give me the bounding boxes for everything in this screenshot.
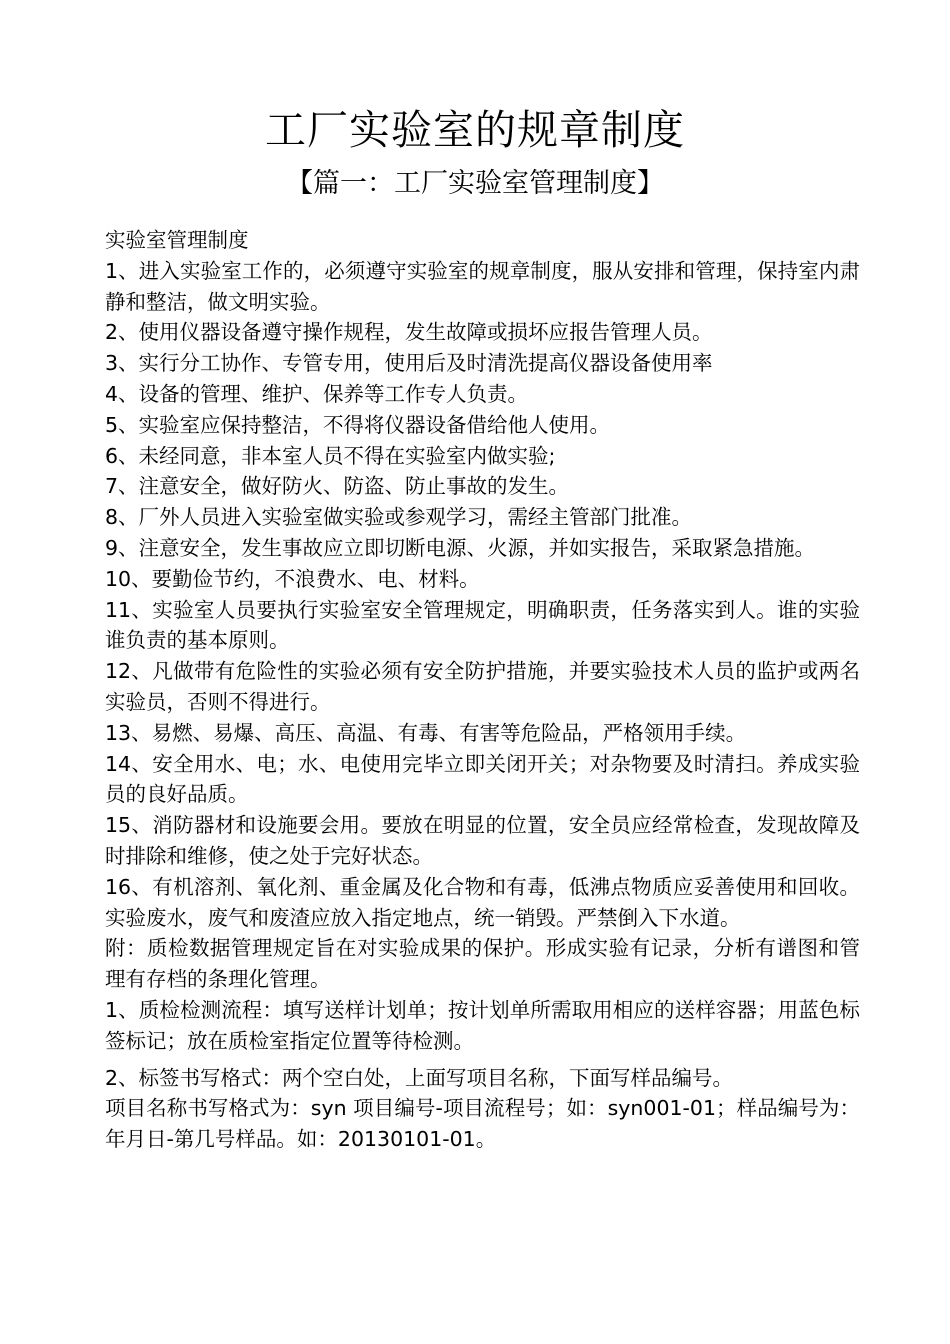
rule-item-9: 9、注意安全，发生事故应立即切断电源、火源，并如实报告，采取紧急措施。 <box>105 535 816 560</box>
rule-item-8: 8、厂外人员进入实验室做实验或参观学习，需经主管部门批准。 <box>105 505 693 530</box>
appendix-paragraph: 附：质检数据管理规定旨在对实验成果的保护。形成实验有记录，分析有谱图和管理有存档的条理化管理。 <box>105 936 860 992</box>
rule-item-16: 16、有机溶剂、氧化剂、重金属及化合物和有毒，低沸点物质应妥善使用和回收。实验废水，废气和废渣应放入指定地点，统一销毁。严禁倒入下水道。 <box>105 874 860 930</box>
document-subtitle: 【篇一：工厂实验室管理制度】 <box>286 168 664 199</box>
rule-item-7: 7、注意安全，做好防火、防盗、防止事故的发生。 <box>105 474 570 499</box>
rule-item-10: 10、要勤俭节约，不浪费水、电、材料。 <box>105 566 480 591</box>
rule-item-12: 12、凡做带有危险性的实验必须有安全防护措施，并要实验技术人员的监护或两名实验员，否则不得进行。 <box>105 659 860 714</box>
rule-item-2: 2、使用仪器设备遵守操作规程，发生故障或损坏应报告管理人员。 <box>105 320 713 345</box>
appendix-item-2: 2、标签书写格式：两个空白处，上面写项目名称，下面写样品编号。 <box>105 1065 734 1090</box>
document-title: 工厂实验室的规章制度 <box>265 106 685 154</box>
rule-item-13: 13、易燃、易爆、高压、高温、有毒、有害等危险品，严格领用手续。 <box>105 720 747 745</box>
appendix-item-3: 项目名称书写格式为：syn 项目编号-项目流程号；如：syn001-01；样品编号为：年月日-第几号样品。如：20130101-01。 <box>105 1096 860 1152</box>
rule-item-15: 15、消防器材和设施要会用。要放在明显的位置，安全员应经常检查，发现故障及时排除和维修，使之处于完好状态。 <box>105 813 860 868</box>
document-body <box>105 225 860 1155</box>
rule-item-6: 6、未经同意，非本室人员不得在实验室内做实验; <box>105 443 556 468</box>
rule-item-4: 4、设备的管理、维护、保养等工作专人负责。 <box>105 381 529 406</box>
rule-item-3: 3、实行分工协作、专管专用，使用后及时清洗提高仪器设备使用率 <box>105 351 713 376</box>
appendix-item-1: 1、质检检测流程：填写送样计划单；按计划单所需取用相应的送样容器；用蓝色标签标记；放在质检室指定位置等待检测。 <box>105 997 860 1053</box>
rule-item-11: 11、实验室人员要执行实验室安全管理规定，明确职责，任务落实到人。谁的实验谁负责的基本原则。 <box>105 597 860 653</box>
section-heading: 实验室管理制度 <box>105 228 249 252</box>
rule-item-1: 1、进入实验室工作的，必须遵守实验室的规章制度，服从安排和管理，保持室内肃静和整洁，做文明实验。 <box>105 258 860 314</box>
rule-item-5: 5、实验室应保持整洁，不得将仪器设备借给他人使用。 <box>105 412 611 437</box>
rule-item-14: 14、安全用水、电；水、电使用完毕立即关闭开关；对杂物要及时清扫。养成实验员的良好品质。 <box>105 751 860 807</box>
